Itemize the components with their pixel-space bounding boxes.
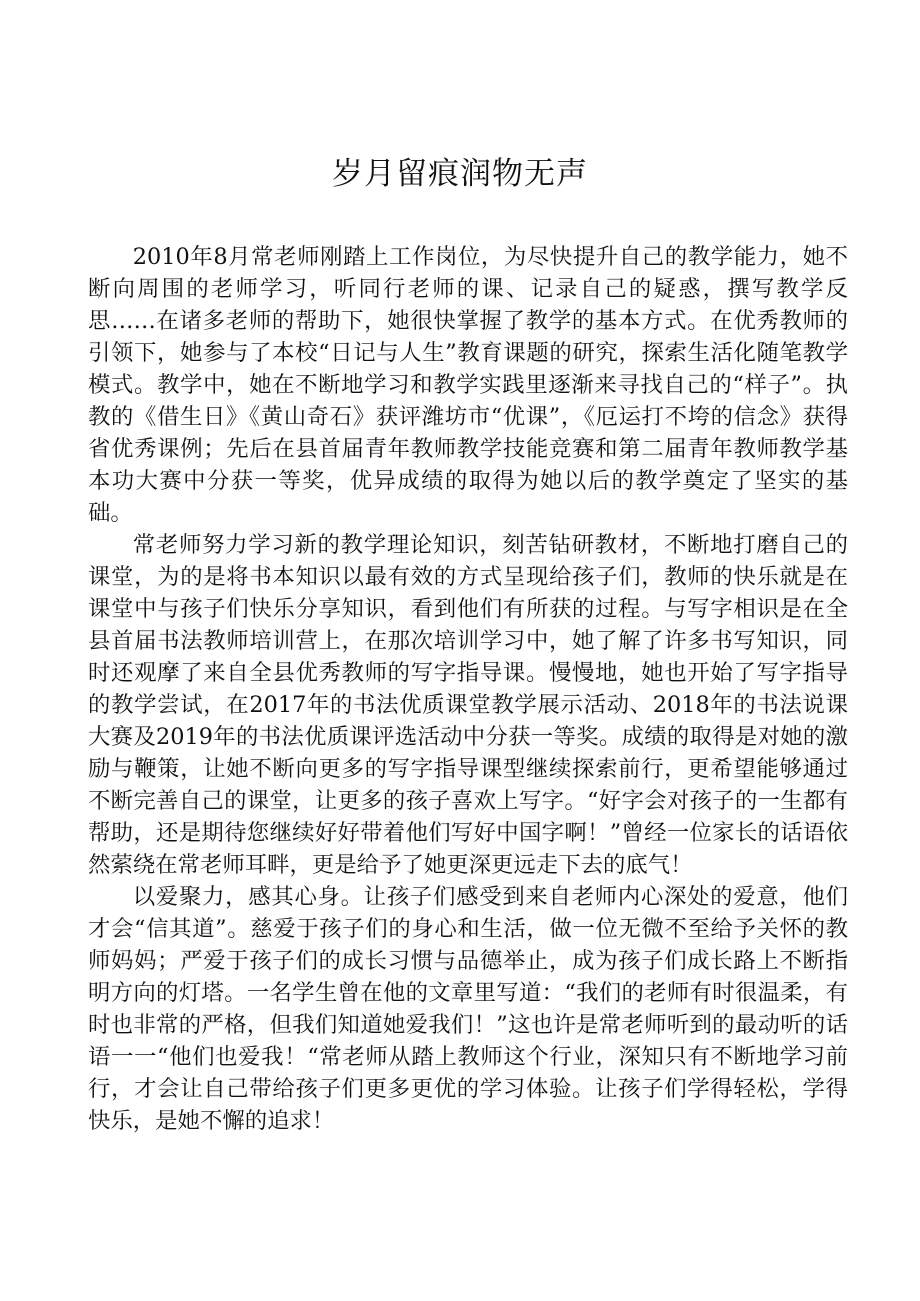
paragraph-1: 2010年8月常老师刚踏上工作岗位，为尽快提升自己的教学能力，她不断向周围的老师学习，听同行老师的课、记录自己的疑惑，撰写教学反思……在诸多老师的帮助下，她很快掌握了教学的基本方式。在优秀教师的引领下，她参与了本校“日记与人生”教育课题的研究，探索生活化随笔教学模式。教学中，她在不断地学习和教学实践里逐渐来寻找自己的“样子”。执教的《借生日》《黄山奇石》获评潍坊市“优课”，《厄运打不垮的信念》获得省优秀课例；先后在县首届青年教师教学技能竞赛和第二届青年教师教学基本功大赛中分获一等奖，优异成绩的取得为她以后的教学奠定了坚实的基础。 [88,244,848,526]
paragraph-3: 以爱聚力，感其心身。让孩子们感受到来自老师内心深处的爱意，他们才会“信其道”。慈爱于孩子们的身心和生活，做一位无微不至给予关怀的教师妈妈；严爱于孩子们的成长习惯与品德举止，成为孩子们成长路上不断指明方向的灯塔。一名学生曾在他的文章里写道：“我们的老师有时很温柔，有时也非常的严格，但我们知道她爱我们！”这也许是常老师听到的最动听的话语一一“他们也爱我！“常老师从踏上教师这个行业，深知只有不断地学习前行，才会让自己带给孩子们更多更优的学习体验。让孩子们学得轻松，学得快乐，是她不懈的追求！ [88,884,848,1134]
paragraph-2: 常老师努力学习新的教学理论知识，刻苦钻研教材，不断地打磨自己的课堂，为的是将书本知识以最有效的方式呈现给孩子们，教师的快乐就是在课堂中与孩子们快乐分享知识，看到他们有所获的过程。与写字相识是在全县首届书法教师培训营上，在那次培训学习中，她了解了许多书写知识，同时还观摩了来自全县优秀教师的写字指导课。慢慢地，她也开始了写字指导的教学尝试，在2017年的书法优质课堂教学展示活动、2018年的书法说课大赛及2019年的书法优质课评选活动中分获一等奖。成绩的取得是对她的激励与鞭策，让她不断向更多的写字指导课型继续探索前行，更希望能够通过不断完善自己的课堂，让更多的孩子喜欢上写字。“好字会对孩子的一生都有帮助，还是期待您继续好好带着他们写好中国字啊！”曾经一位家长的话语依然萦绕在常老师耳畔，更是给予了她更深更远走下去的底气！ [88,532,848,878]
document-body [88,241,848,1137]
document-title: 岁月留痕润物无声 [332,156,588,192]
